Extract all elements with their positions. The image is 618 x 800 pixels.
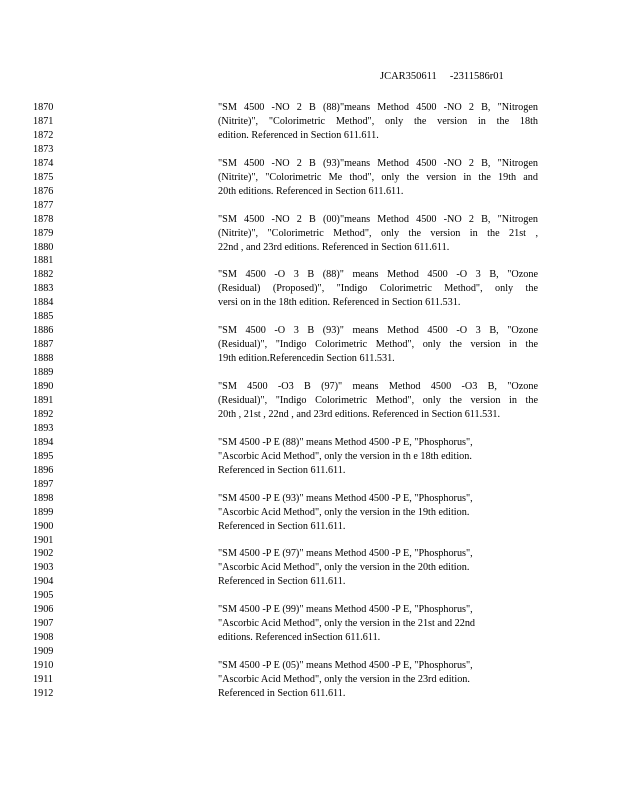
line-text: "SM 4500 -NO 2 B (00)"means Method 4500 -NO 2 B, "Nitrogen [218, 213, 538, 225]
line-text: "Ascorbic Acid Method", only the version in the 23rd edition. [218, 673, 470, 685]
line-text: editions. Referenced inSection 611.611. [218, 632, 381, 644]
line-text: "SM 4500 -O3 B (97)" means Method 4500 -O3 B, "Ozone [218, 381, 538, 392]
line-number: 1910 [33, 660, 54, 671]
line-text: (Residual)", "Indigo Colorimetric Method", only the version in the [218, 339, 538, 351]
line-text: "Ascorbic Acid Method", only the version in the 19th edition. [218, 506, 470, 518]
line-text: (Residual)", "Indigo Colorimetric Method", only the version in the [218, 394, 538, 406]
line-text: "SM 4500 -O 3 B (88)" means Method 4500 -O 3 B, "Ozone [218, 269, 538, 281]
document-header-id: JCAR350611 -2311586r01 [380, 71, 504, 82]
line-number: 1902 [33, 548, 54, 560]
line-number: 1900 [33, 520, 54, 532]
line-number: 1875 [33, 171, 54, 183]
line-number: 1885 [33, 311, 54, 323]
line-number: 1874 [33, 157, 54, 169]
line-text: "SM 4500 -P E (93)" means Method 4500 -P E, "Phosphorus", [218, 492, 473, 504]
line-number: 1904 [33, 576, 54, 588]
line-number: 1901 [33, 534, 54, 546]
line-number: 1878 [33, 213, 54, 225]
line-number: 1881 [33, 255, 54, 267]
line-text: (Residual) (Proposed)", "Indigo Colorimetric Method", only the [218, 283, 538, 295]
line-text: "SM 4500 -NO 2 B (88)"means Method 4500 -NO 2 B, "Nitrogen [218, 102, 538, 113]
line-number: 1884 [33, 297, 54, 309]
line-number: 1912 [33, 687, 54, 699]
line-text: 22nd , and 23rd editions. Referenced in Section 611.611. [218, 241, 450, 253]
line-number: 1879 [33, 227, 54, 239]
line-number: 1909 [33, 646, 54, 657]
line-text: Referenced in Section 611.611. [218, 687, 346, 699]
line-number: 1892 [33, 408, 54, 420]
line-text: "SM 4500 -P E (05)" means Method 4500 -P E, "Phosphorus", [218, 660, 473, 671]
line-number: 1905 [33, 590, 54, 602]
line-text: Referenced in Section 611.611. [218, 464, 346, 476]
line-number: 1896 [33, 464, 54, 476]
line-number: 1887 [33, 339, 54, 351]
line-text: "SM 4500 -P E (97)" means Method 4500 -P E, "Phosphorus", [218, 548, 473, 560]
line-text: edition. Referenced in Section 611.611. [218, 129, 379, 141]
line-text: "Ascorbic Acid Method", only the version in the 20th edition. [218, 562, 470, 574]
line-number: 1895 [33, 450, 54, 462]
line-text: 20th , 21st , 22nd , and 23rd editions. Referenced in Section 611.531. [218, 408, 500, 420]
line-number: 1882 [33, 269, 54, 281]
line-text: "SM 4500 -P E (99)" means Method 4500 -P E, "Phosphorus", [218, 604, 473, 616]
line-text: Referenced in Section 611.611. [218, 520, 346, 532]
line-number: 1870 [33, 102, 54, 113]
line-number: 1889 [33, 367, 54, 379]
line-text: "Ascorbic Acid Method", only the version in the 21st and 22nd [218, 618, 476, 630]
line-number: 1886 [33, 325, 54, 337]
line-number: 1883 [33, 283, 54, 295]
line-number: 1871 [33, 116, 54, 127]
line-number: 1880 [33, 241, 54, 253]
line-number: 1872 [33, 129, 54, 141]
line-text: "SM 4500 -P E (88)" means Method 4500 -P E, "Phosphorus", [218, 436, 473, 448]
line-number: 1908 [33, 632, 54, 644]
line-number: 1897 [33, 478, 54, 490]
line-number: 1876 [33, 185, 54, 197]
line-text: (Nitrite)", "Colorimetric Me thod", only the version in the 19th and [218, 171, 538, 183]
line-text: Referenced in Section 611.611. [218, 576, 346, 588]
line-number: 1898 [33, 492, 54, 504]
line-text: 20th editions. Referenced in Section 611.611. [218, 185, 404, 197]
line-text: versi on in the 18th edition. Referenced in Section 611.531. [218, 297, 461, 309]
line-text: "Ascorbic Acid Method", only the version in th e 18th edition. [218, 450, 472, 462]
line-text: 19th edition.Referencedin Section 611.531. [218, 353, 395, 365]
line-number: 1906 [33, 604, 54, 616]
line-number: 1873 [33, 143, 54, 155]
line-number: 1888 [33, 353, 54, 365]
line-number: 1890 [33, 381, 54, 392]
line-number: 1911 [33, 673, 53, 685]
line-number: 1877 [33, 199, 54, 211]
line-text: "SM 4500 -O 3 B (93)" means Method 4500 -O 3 B, "Ozone [218, 325, 538, 337]
line-text: (Nitrite)", "Colorimetric Method", only the version in the 18th [218, 116, 538, 127]
line-number: 1894 [33, 436, 54, 448]
line-text: (Nitrite)", "Colorimetric Method", only the version in the 21st , [218, 227, 538, 239]
line-number: 1893 [33, 422, 54, 434]
line-number: 1907 [33, 618, 54, 630]
line-text: "SM 4500 -NO 2 B (93)"means Method 4500 -NO 2 B, "Nitrogen [218, 157, 538, 169]
line-number: 1891 [33, 394, 54, 406]
line-number: 1903 [33, 562, 54, 574]
line-number: 1899 [33, 506, 54, 518]
